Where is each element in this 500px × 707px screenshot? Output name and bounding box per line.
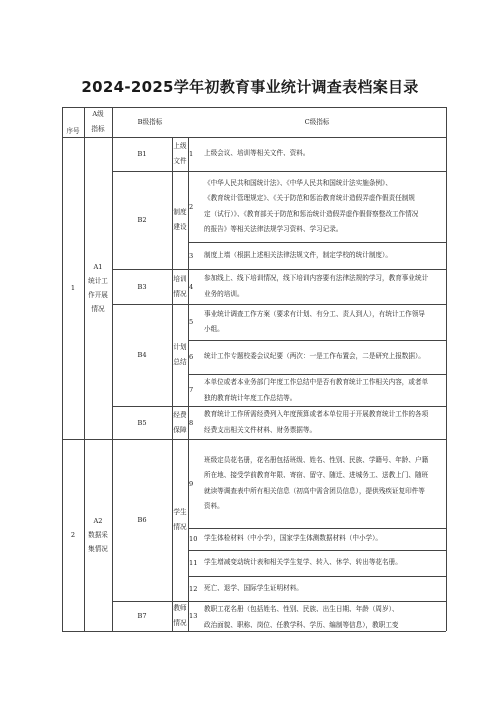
b-level-code: B3 <box>137 282 147 291</box>
b-level-name: 上级 <box>173 142 187 150</box>
b-level-code: B1 <box>137 150 147 158</box>
c-item-number: 8 <box>189 418 194 427</box>
b-level-name: 学生 <box>173 508 187 516</box>
b-level-code: B5 <box>137 418 147 427</box>
b-level-name: 制度 <box>173 208 187 216</box>
a-level-indicator: 统计工 <box>88 277 108 285</box>
a-level-indicator: 集情况 <box>88 545 108 553</box>
c-item-text: 学生体检材料（中小学），国家学生体测数据材料（中小学）。 <box>204 534 383 543</box>
c-item-text: 经费支出相关文件材料、财务票据等。 <box>204 425 317 434</box>
header-seq: 序号 <box>66 127 80 135</box>
b-level-name: 文件 <box>173 157 187 165</box>
c-item-number: 11 <box>189 559 198 567</box>
b-level-name: 情况 <box>173 619 187 627</box>
c-item-text: 所在地、接受学前教育年限、寄宿、留守、随迁、进城务工、送教上门、随班 <box>204 471 429 479</box>
b-level-code: B6 <box>137 516 147 524</box>
c-item-text: 教职工花名册（包括姓名、性别、民族、出生日期、年龄（周岁）、 <box>204 605 399 613</box>
c-item-text: 事业统计调查工作方案（要求有计划、有分工、责人到人），有统计工作领导 <box>204 309 425 318</box>
header-b-level: B级指标 <box>137 118 163 126</box>
c-item-text: 业务的培训。 <box>204 289 244 298</box>
b-level-name: 总结 <box>173 358 187 366</box>
c-item-text: 的报告》等相关法律法规学习资料、学习记录。 <box>204 225 343 233</box>
header-a-level: 指标 <box>91 125 105 133</box>
a-level-indicator: A2 <box>93 517 103 525</box>
c-item-text: 班级定员花名册，花名册包括班级、姓名、性别、民族、学籍号、年龄、户籍 <box>204 455 429 464</box>
a-level-indicator: 数据采 <box>88 531 108 539</box>
b-level-name: 情况 <box>173 289 187 298</box>
c-item-text: 政治面貌、职称、岗位、任教学科、学历、编制等信息），教职工变 <box>204 620 399 629</box>
c-item-text: 制度上墙（根据上述相关法律法规文件，制定学校的统计制度）。 <box>204 250 392 259</box>
c-item-text: 教育统计工作所需经费列入年度预算或者本单位用于开展教育统计工作的各项 <box>204 410 429 418</box>
table-rule <box>446 107 447 631</box>
c-item-text: 《教育统计管理规定》、《关于防范和惩治教育统计造假弄虚作假责任制规 <box>204 194 415 202</box>
document-title: 2024-2025学年初教育事业统计调查表档案目录 <box>81 78 419 96</box>
group-seq: 1 <box>70 284 76 292</box>
b-level-code: B2 <box>137 216 147 224</box>
c-item-text: 定（试行）》、《教育部关于防范和惩治统计造假弄虚作假督察整改工作情况 <box>204 209 419 218</box>
table-rule <box>188 528 446 529</box>
c-item-text: 统计工作专题校委会议纪要（两次：一是工作布置会，二是研究上报数据）。 <box>204 352 425 361</box>
header-a-level: A级 <box>92 110 104 118</box>
c-item-text: 小组。 <box>204 325 224 333</box>
c-item-number: 9 <box>189 479 194 488</box>
c-item-number: 1 <box>189 150 194 158</box>
b-level-name: 培训 <box>173 274 187 283</box>
c-item-number: 5 <box>189 318 194 326</box>
table-rule <box>62 107 446 108</box>
c-item-text: 本单位或者本业务部门年度工作总结中是否有教育统计工作相关内容，或者单 <box>204 378 429 386</box>
b-level-name: 保障 <box>173 425 187 434</box>
b-level-name: 建设 <box>173 223 187 231</box>
table-rule <box>188 171 446 172</box>
b-level-name: 计划 <box>173 343 187 351</box>
table-rule <box>188 439 446 440</box>
table-rule <box>188 304 446 305</box>
c-item-text: 独的教育统计年度工作总结等。 <box>204 393 297 402</box>
a-level-indicator: 情况 <box>91 305 105 313</box>
c-item-number: 3 <box>189 251 194 260</box>
c-item-text: 《中华人民共和国统计法》、《中华人民共和国统计法实施条例》、 <box>204 178 392 187</box>
c-item-number: 7 <box>189 386 194 394</box>
c-item-number: 10 <box>189 535 198 543</box>
a-level-indicator: A1 <box>93 263 103 271</box>
table-rule <box>188 576 446 577</box>
b-level-code: B7 <box>137 612 147 620</box>
b-level-name: 教师 <box>173 604 187 612</box>
c-item-number: 2 <box>189 202 194 211</box>
c-item-number: 4 <box>189 282 194 291</box>
c-item-text: 学生增减变动统计表和相关学生复学、转入、休学、转出等花名册。 <box>204 558 402 567</box>
table-rule <box>188 550 446 551</box>
c-item-text: 就读等调查表中所有相关信息（初高中需含团员信息），提供残疾证复印件等 <box>204 486 425 495</box>
c-item-number: 13 <box>189 612 198 620</box>
b-level-code: B4 <box>137 351 147 359</box>
table-rule <box>112 107 113 631</box>
b-level-name: 情况 <box>173 523 187 531</box>
table-rule <box>188 269 446 270</box>
b-level-name: 经费 <box>173 410 187 419</box>
c-item-text: 资料。 <box>204 502 224 510</box>
table-rule <box>188 242 446 243</box>
table-rule <box>62 107 63 631</box>
c-item-number: 6 <box>189 353 194 361</box>
table-rule <box>62 137 446 138</box>
c-item-text: 死亡、退学、国际学生证明材料。 <box>204 583 303 592</box>
header-c-level: C级指标 <box>304 118 330 126</box>
group-seq: 2 <box>70 531 76 539</box>
table-rule <box>188 340 446 341</box>
c-item-text: 上级会议、培训等相关文件、资料。 <box>204 149 310 158</box>
a-level-indicator: 作开展 <box>88 291 108 299</box>
c-item-text: 参加线上、线下培训情况，线下培训内容要有法律法规的学习，教育事业统计 <box>204 274 429 282</box>
c-item-number: 12 <box>189 584 198 593</box>
